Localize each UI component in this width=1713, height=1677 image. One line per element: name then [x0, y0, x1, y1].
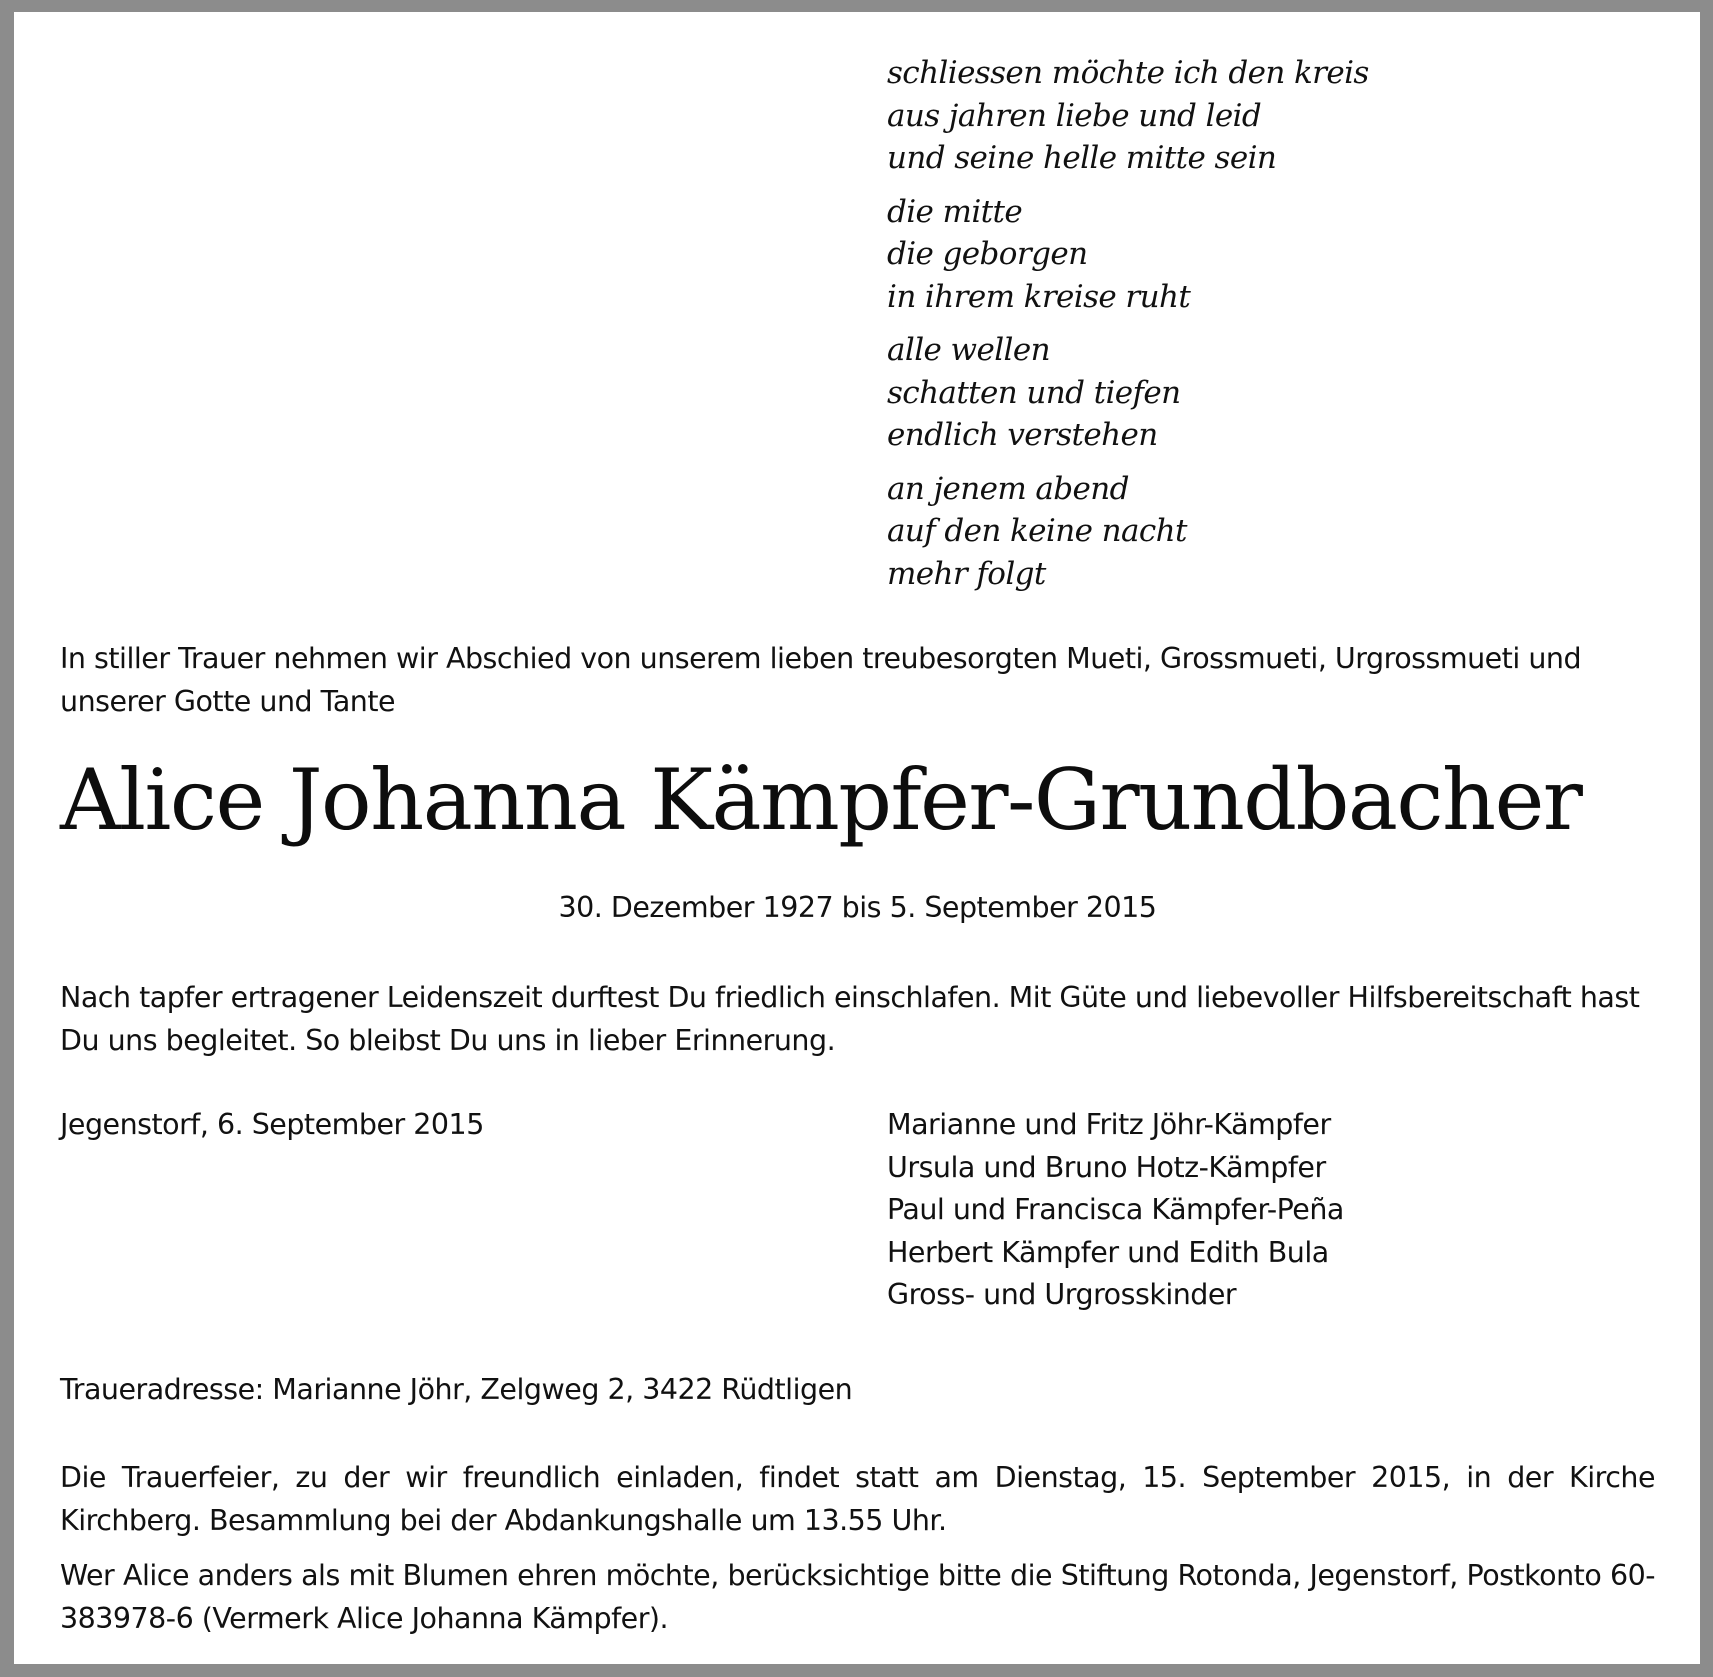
- deceased-name: Alice Johanna Kämpfer-Grundbacher: [60, 751, 1582, 849]
- poem-stanza-3: [887, 329, 1369, 457]
- family-list: [887, 1104, 1344, 1317]
- poem-line: schliessen möchte ich den kreis: [887, 55, 1369, 91]
- poem-line: die geborgen: [887, 236, 1088, 272]
- poem-line: alle wellen: [887, 332, 1050, 368]
- poem-stanza-1: [887, 52, 1369, 180]
- family-member: Marianne und Fritz Jöhr-Kämpfer: [887, 1108, 1331, 1141]
- poem-stanza-4: [887, 468, 1369, 596]
- poem-line: aus jahren liebe und leid: [887, 97, 1262, 134]
- mourning-address: Traueradresse: Marianne Jöhr, Zelgweg 2, 3422 Rüdtligen: [60, 1373, 853, 1406]
- poem-line: und seine helle mitte sein: [887, 140, 1277, 176]
- poem: [887, 52, 1369, 606]
- poem-line: die mitte: [887, 193, 1023, 230]
- donation-text: Wer Alice anders als mit Blumen ehren möchte, berücksichtige bitte die Stiftung Rotonda, Jegenstorf, Postkonto 60-383978-6 (Vermerk Alice Johanna Kämpfer).: [60, 1559, 1655, 1635]
- poem-stanza-2: [887, 191, 1369, 319]
- poem-line: in ihrem kreise ruht: [887, 278, 1191, 315]
- farewell-text: Nach tapfer ertragener Leidenszeit durftest Du friedlich einschlafen. Mit Güte und liebevoller Hilfsbereitschaft hast Du uns begleitet. So bleibst Du uns in lieber Erinnerung.: [60, 981, 1640, 1057]
- intro-text: In stiller Trauer nehmen wir Abschied von unserem lieben treubesorgten Mueti, Grossmueti, Urgrossmueti und unserer Gotte und Tante: [60, 642, 1582, 718]
- family-member: Paul und Francisca Kämpfer-Peña: [887, 1193, 1344, 1226]
- obituary-notice: [14, 12, 1700, 1664]
- family-member: Gross- und Urgrosskinder: [887, 1278, 1237, 1311]
- poem-line: endlich verstehen: [887, 417, 1158, 453]
- place-and-date: Jegenstorf, 6. September 2015: [60, 1108, 484, 1141]
- ceremony-text: Die Trauerfeier, zu der wir freundlich einladen, findet statt am Dienstag, 15. September 2015, in der Kirche Kirchberg. Besammlung bei der Abdankungshalle um 13.55 Uhr.: [60, 1461, 1655, 1537]
- family-member: Herbert Kämpfer und Edith Bula: [887, 1235, 1329, 1269]
- poem-line: mehr folgt: [887, 555, 1046, 592]
- family-member: Ursula und Bruno Hotz-Kämpfer: [887, 1150, 1326, 1184]
- poem-line: auf den keine nacht: [887, 513, 1187, 549]
- life-dates: 30. Dezember 1927 bis 5. September 2015: [558, 891, 1157, 924]
- poem-line: schatten und tiefen: [887, 374, 1181, 411]
- poem-line: an jenem abend: [887, 470, 1129, 507]
